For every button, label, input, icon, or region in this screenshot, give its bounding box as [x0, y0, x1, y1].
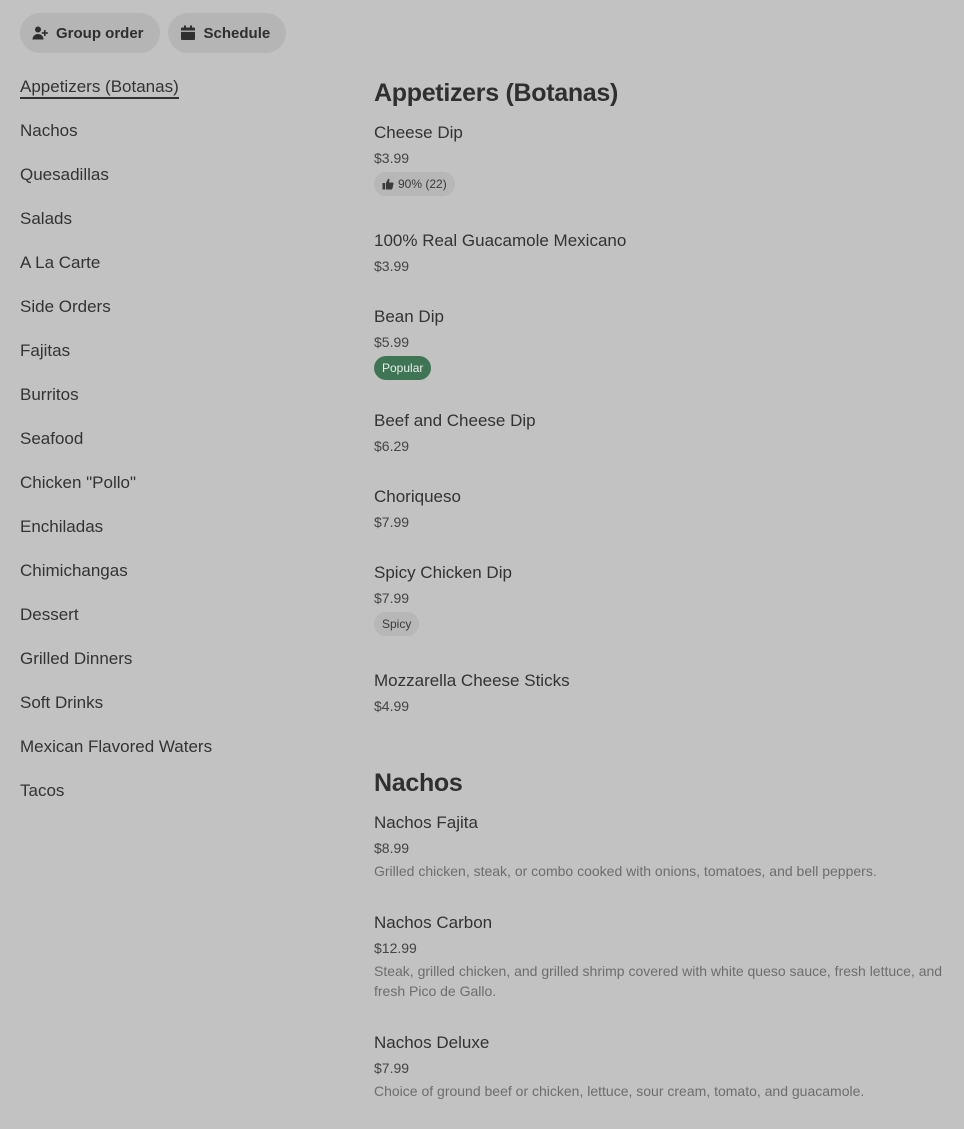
menu-section-appetizers	[374, 74, 944, 758]
sidebar-item-dessert[interactable]	[20, 602, 340, 646]
sidebar-item-chicken-pollo[interactable]	[20, 470, 340, 514]
menu-item[interactable]	[374, 486, 944, 562]
item-name: 100% Real Guacamole Mexicano	[374, 231, 627, 250]
menu-item[interactable]	[374, 562, 944, 670]
sidebar-item-label: Nachos	[20, 121, 78, 140]
sidebar-item-fajitas[interactable]	[20, 338, 340, 382]
sidebar-item-grilled-dinners[interactable]	[20, 646, 340, 690]
section-title: Appetizers (Botanas)	[374, 79, 619, 107]
sidebar-item-a-la-carte[interactable]	[20, 250, 340, 294]
sidebar-item-seafood[interactable]	[20, 426, 340, 470]
menu-item[interactable]	[374, 1032, 944, 1112]
sidebar-item-tacos[interactable]	[20, 778, 340, 822]
item-price: $6.29	[374, 438, 410, 454]
item-price: $7.99	[374, 590, 410, 606]
popular-badge: Popular	[374, 356, 431, 380]
sidebar-item-label: Fajitas	[20, 341, 71, 360]
item-price: $8.99	[374, 840, 410, 856]
item-description: Steak, grilled chicken, and grilled shrimp covered with white queso sauce, fresh lettuce, and fresh Pico de Gallo.	[374, 963, 943, 999]
group-order-button[interactable]	[20, 13, 160, 53]
sidebar-item-label: Side Orders	[20, 297, 111, 316]
thumbs-up-icon	[382, 178, 394, 190]
spicy-badge: Spicy	[374, 612, 419, 636]
sidebar-item-label: Chicken "Pollo"	[20, 473, 137, 492]
item-price: $5.99	[374, 334, 410, 350]
sidebar-item-label: A La Carte	[20, 253, 101, 272]
sidebar-item-label: Chimichangas	[20, 561, 128, 580]
sidebar-item-label: Dessert	[20, 605, 79, 624]
item-name: Mozzarella Cheese Sticks	[374, 671, 570, 690]
sidebar-item-quesadillas[interactable]	[20, 162, 340, 206]
sidebar-item-side-orders[interactable]	[20, 294, 340, 338]
item-price: $7.99	[374, 1060, 410, 1076]
sidebar-item-label: Quesadillas	[20, 165, 109, 184]
sidebar-item-label: Burritos	[20, 385, 79, 404]
sidebar-item-soft-drinks[interactable]	[20, 690, 340, 734]
menu-item[interactable]	[374, 230, 944, 306]
category-sidebar	[20, 74, 340, 822]
rating-badge	[374, 172, 455, 196]
menu-item[interactable]	[374, 410, 944, 486]
menu-item[interactable]	[374, 306, 944, 410]
menu-section-nachos	[374, 764, 944, 1112]
item-price: $3.99	[374, 258, 410, 274]
menu-item[interactable]	[374, 670, 944, 758]
menu-item[interactable]	[374, 812, 944, 912]
sidebar-item-label: Salads	[20, 209, 72, 228]
item-price: $12.99	[374, 940, 417, 956]
sidebar-item-label: Mexican Flavored Waters	[20, 737, 213, 756]
item-name: Nachos Fajita	[374, 813, 478, 832]
item-price: $4.99	[374, 698, 410, 714]
item-name: Choriqueso	[374, 487, 461, 506]
schedule-label: Schedule	[203, 24, 271, 42]
item-name: Nachos Deluxe	[374, 1033, 490, 1052]
item-price: $3.99	[374, 150, 410, 166]
rating-text: 90% (22)	[398, 177, 447, 191]
item-name: Nachos Carbon	[374, 913, 493, 932]
schedule-button[interactable]	[168, 13, 287, 53]
sidebar-item-label: Seafood	[20, 429, 84, 448]
item-name: Cheese Dip	[374, 123, 463, 142]
sidebar-item-label: Enchiladas	[20, 517, 104, 536]
sidebar-item-enchiladas[interactable]	[20, 514, 340, 558]
menu-item[interactable]	[374, 122, 944, 230]
sidebar-item-burritos[interactable]	[20, 382, 340, 426]
item-description: Choice of ground beef or chicken, lettuce, sour cream, tomato, and guacamole.	[374, 1083, 865, 1099]
sidebar-item-mexican-flavored-waters[interactable]	[20, 734, 340, 778]
sidebar-item-appetizers[interactable]	[20, 74, 340, 118]
person-add-icon	[32, 25, 48, 41]
sidebar-item-nachos[interactable]	[20, 118, 340, 162]
item-name: Beef and Cheese Dip	[374, 411, 536, 430]
item-description: Grilled chicken, steak, or combo cooked with onions, tomatoes, and bell peppers.	[374, 863, 877, 879]
sidebar-item-label: Soft Drinks	[20, 693, 104, 712]
calendar-icon	[180, 25, 196, 41]
sidebar-item-label: Tacos	[20, 781, 65, 800]
item-price: $7.99	[374, 514, 410, 530]
menu-item[interactable]	[374, 912, 944, 1032]
sidebar-item-label: Appetizers (Botanas)	[20, 77, 179, 99]
menu-content	[374, 74, 944, 1112]
item-name: Bean Dip	[374, 307, 444, 326]
sidebar-item-salads[interactable]	[20, 206, 340, 250]
item-name: Spicy Chicken Dip	[374, 563, 512, 582]
sidebar-item-chimichangas[interactable]	[20, 558, 340, 602]
section-title: Nachos	[374, 769, 463, 797]
header-actions	[20, 13, 286, 53]
sidebar-item-label: Grilled Dinners	[20, 649, 133, 668]
group-order-label: Group order	[56, 24, 144, 42]
